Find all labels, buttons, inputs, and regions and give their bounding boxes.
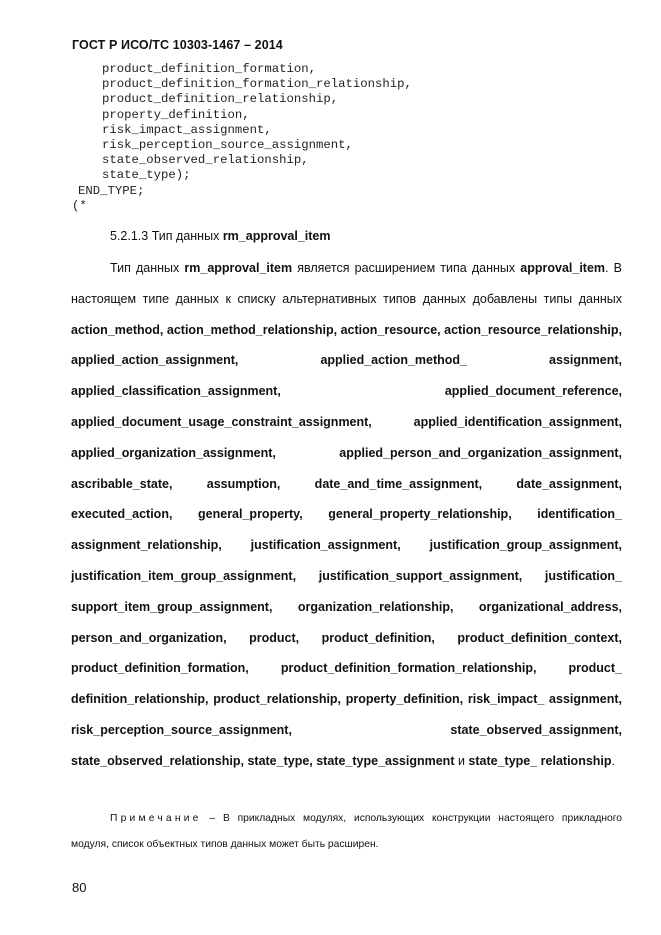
code-line: product_definition_formation_relationship, [102, 77, 412, 92]
document-header: ГОСТ Р ИСО/ТС 10303-1467 – 2014 [72, 38, 283, 52]
code-line: risk_impact_assignment, [102, 122, 272, 137]
note-paragraph [71, 806, 622, 858]
section-type-name: rm_approval_item [222, 229, 331, 243]
section-heading [110, 229, 331, 243]
note-dash: – [201, 813, 223, 824]
page-number: 80 [72, 880, 87, 895]
para-text: является расширением типа данных [292, 261, 521, 275]
express-code-block [72, 62, 412, 214]
code-line: product_definition_formation, [102, 62, 317, 76]
note-label: Примечание [110, 813, 202, 824]
para-term: rm_approval_item [184, 261, 293, 275]
code-line: state_observed_relationship, [102, 153, 309, 168]
para-text: . В настоящем типе данных к списку альтернативных типов данных добавлены типы данных [71, 261, 622, 306]
para-text: Тип данных [110, 261, 185, 275]
code-line: state_type); [102, 168, 191, 183]
section-number: 5.2.1.3 [110, 229, 149, 243]
code-end-type: END_TYPE; [78, 183, 145, 198]
para-text: и [454, 753, 469, 768]
para-term: state_type_ relationship [468, 753, 612, 768]
code-line: property_definition, [102, 107, 250, 122]
para-term-list: action_method, action_method_relationship, action_resource, action_resource_relationship, applied_action_assignment, applied_action_method_ assignment, applied_classification_assignment, applied_document_reference, applied_document_usage_constraint_assignment, applied_identification_assignment, applied_organization_assignment, applied_person_and_organization_assignment, ascribable_state, assumption, date_and_time_assignment, date_assignment, executed_action, general_property, general_property_relationship, identification_ assignment_relationship, justification_assignment, justification_group_assignment, justification_item_group_assignment, justification_support_assignment, justification_ support_item_group_assignment, organization_relationship, organizational_address, person_and_organization, product, product_definition, product_definition_context, product_definition_formation, product_definition_formation_relationship, product_ definition_relationship, product_relationship, property_definition, risk_impact_ assignment, risk_perception_source_assignment, state_observed_assignment, state_observed_relationship, state_type, state_type_assignment [71, 322, 622, 768]
note-text: В прикладных модулях, использующих конструкции настоящего прикладного модуля, список объектных типов данных может быть расширен. [71, 813, 622, 850]
para-text: . [611, 753, 616, 768]
para-term: approval_item [520, 261, 606, 275]
body-paragraph [71, 253, 622, 777]
code-line: product_definition_relationship, [102, 92, 339, 107]
section-prefix: Тип данных [151, 229, 220, 243]
code-comment-open: (* [72, 198, 87, 213]
code-line: risk_perception_source_assignment, [102, 137, 353, 152]
